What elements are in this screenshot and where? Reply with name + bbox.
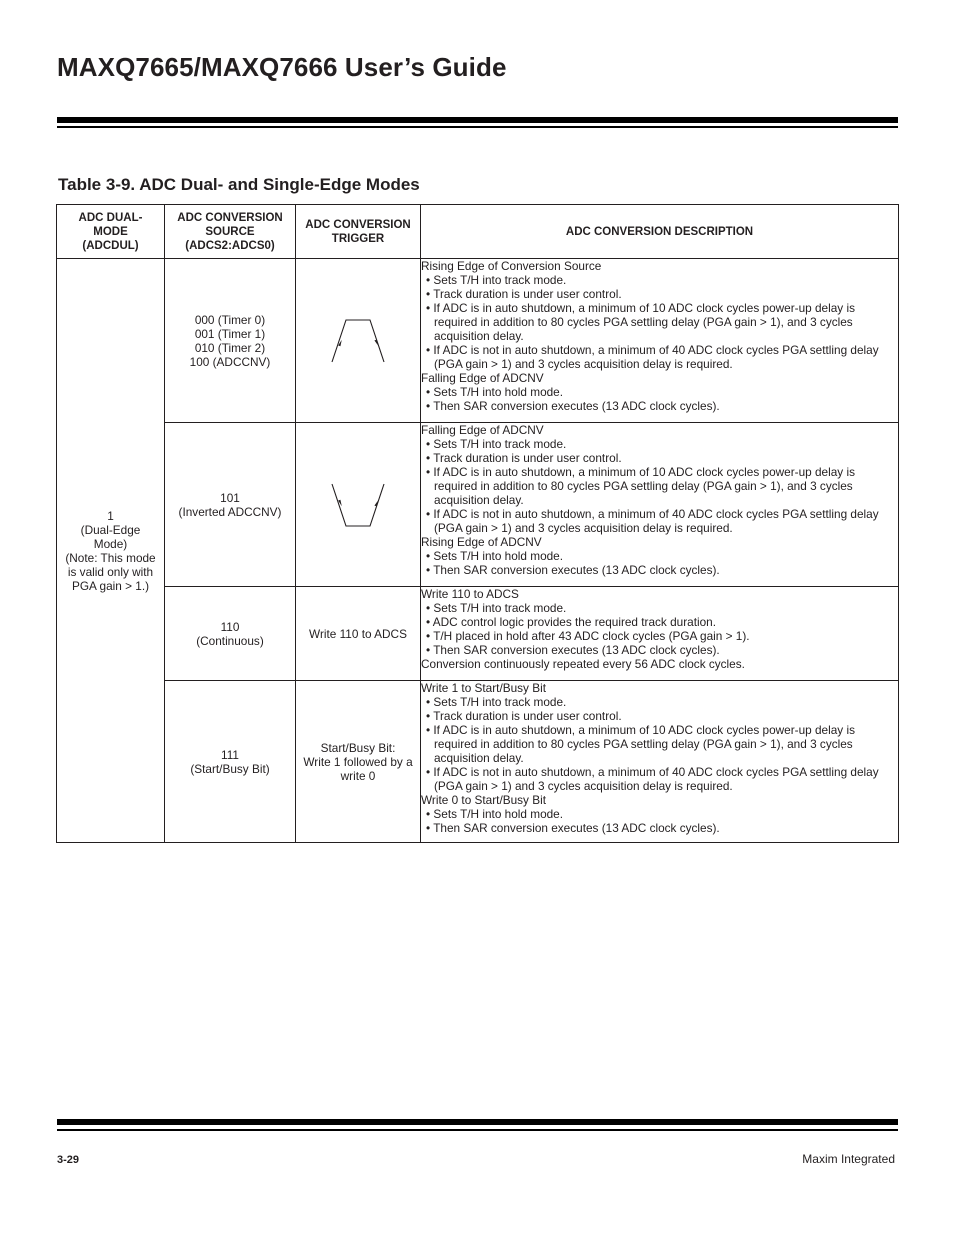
header-adc-conversion-trigger: ADC CONVERSION TRIGGER <box>296 205 421 259</box>
page-title: MAXQ7665/MAXQ7666 User’s Guide <box>57 52 507 82</box>
source-cell: 000 (Timer 0) 001 (Timer 1) 010 (Timer 2) 100 (ADCCNV) <box>165 259 296 423</box>
source-cell: 110 (Continuous) <box>165 587 296 681</box>
header-rule-thick <box>57 117 898 123</box>
table-row <box>57 681 899 843</box>
header-adc-dual-mode: ADC DUAL- MODE (ADCDUL) <box>57 205 165 259</box>
mode-cell: 1 (Dual-Edge Mode) (Note: This mode is valid only with PGA gain > 1.) <box>57 259 165 843</box>
header-rule-thin <box>57 126 898 128</box>
trigger-cell <box>296 423 421 587</box>
trigger-cell: Write 110 to ADCS <box>296 587 421 681</box>
description-cell: Write 110 to ADCS • Sets T/H into track mode. • ADC control logic provides the required track duration. • T/H placed in hold after 43 ADC clock cycles (PGA gain > 1). • Then SAR conversion executes (13 ADC clock cycles). Conversion continuously repeated every 56 ADC clock cycles. <box>421 587 899 681</box>
rising-falling-pulse-icon <box>331 318 385 364</box>
description-cell: Falling Edge of ADCNV • Sets T/H into track mode. • Track duration is under user control. • If ADC is in auto shutdown, a minimum of 10 ADC clock cycles power-up delay is required in addition to 80 cycles PGA settling delay (PGA gain > 1), and 3 cycles acquisition delay. • If ADC is not in auto shutdown, a minimum of 40 ADC clock cycles PGA settling delay (PGA gain > 1) and 3 cycles acquisition delay is required. Rising Edge of ADCNV • Sets T/H into hold mode. • Then SAR conversion executes (13 ADC clock cycles). <box>421 423 899 587</box>
table-title: Table 3-9. ADC Dual- and Single-Edge Modes <box>58 175 420 194</box>
header-adc-conversion-description: ADC CONVERSION DESCRIPTION <box>421 205 899 259</box>
trigger-cell <box>296 259 421 423</box>
source-cell: 111 (Start/Busy Bit) <box>165 681 296 843</box>
description-cell: Write 1 to Start/Busy Bit • Sets T/H into track mode. • Track duration is under user control. • If ADC is in auto shutdown, a minimum of 10 ADC clock cycles power-up delay is required in addition to 80 cycles PGA settling delay (PGA gain > 1), and 3 cycles acquisition delay. • If ADC is not in auto shutdown, a minimum of 40 ADC clock cycles PGA settling delay (PGA gain > 1) and 3 cycles acquisition delay is required. Write 0 to Start/Busy Bit • Sets T/H into hold mode. • Then SAR conversion executes (13 ADC clock cycles). <box>421 681 899 843</box>
falling-rising-pulse-icon <box>331 482 385 528</box>
trigger-cell: Start/Busy Bit: Write 1 followed by a write 0 <box>296 681 421 843</box>
description-cell: Rising Edge of Conversion Source • Sets T/H into track mode. • Track duration is under user control. • If ADC is in auto shutdown, a minimum of 10 ADC clock cycles power-up delay is required in addition to 80 cycles PGA settling delay (PGA gain > 1), and 3 cycles acquisition delay. • If ADC is not in auto shutdown, a minimum of 40 ADC clock cycles PGA settling delay (PGA gain > 1) and 3 cycles acquisition delay is required. Falling Edge of ADCNV • Sets T/H into hold mode. • Then SAR conversion executes (13 ADC clock cycles). <box>421 259 899 423</box>
footer-rule-thin <box>57 1129 898 1131</box>
company-name: Maxim Integrated <box>802 1152 895 1166</box>
table-row <box>57 259 899 423</box>
adc-modes-table <box>56 204 899 843</box>
page-number: 3-29 <box>57 1154 80 1166</box>
header-adc-conversion-source: ADC CONVERSION SOURCE (ADCS2:ADCS0) <box>165 205 296 259</box>
source-cell: 101 (Inverted ADCCNV) <box>165 423 296 587</box>
table-row <box>57 587 899 681</box>
footer-rule-thick <box>57 1119 898 1125</box>
table-header-row <box>57 205 899 259</box>
table-row <box>57 423 899 587</box>
